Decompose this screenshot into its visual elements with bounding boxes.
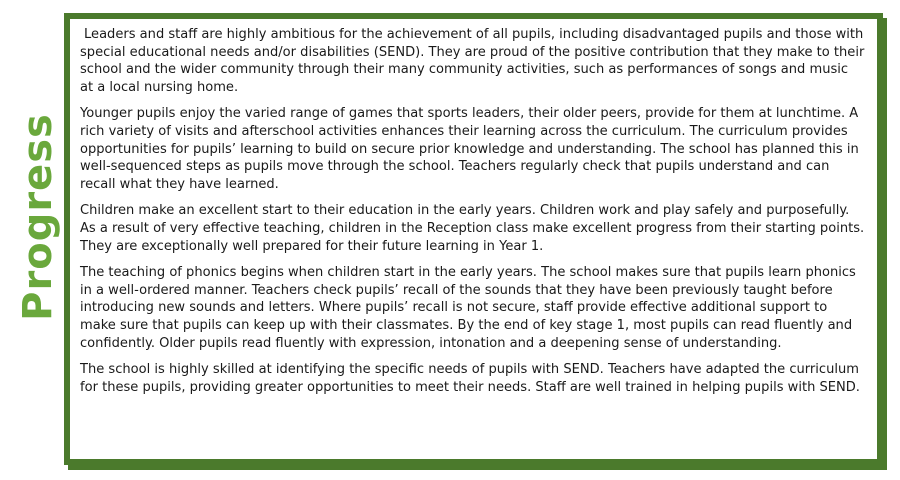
paragraph-curriculum: Younger pupils enjoy the varied range of games that sports leaders, their older peers, provide for them at lunchtime. A rich variety of visits and afterschool activities enhances their learning across the curriculum. The curriculum provides opportunities for pupils’ learning to build on secure prior knowledge and understanding. The school has planned this in well-sequenced steps as pupils move through the school. Teachers regularly check that pupils understand and can recall what they have learned. xyxy=(80,106,859,192)
paragraph-send: The school is highly skilled at identifying the specific needs of pupils with SEND. Teachers have adapted the curriculum for these pupils, providing greater opportunities to meet their needs. Staff are well trained in helping pupils with SEND. xyxy=(80,362,860,395)
paragraph-phonics: The teaching of phonics begins when children start in the early years. The school makes sure that pupils learn phonics in a well-ordered manner. Teachers check pupils’ recall of the sounds that they have been previously taught before introducing new sounds and letters. Where pupils’ recall is not secure, staff provide effective additional support to make sure that pupils can keep up with their classmates. By the end of key stage 1, most pupils can read fluently and confidently. Older pupils read fluently with expression, intonation and a deepening sense of understanding. xyxy=(80,265,856,351)
paragraph-early-years: Children make an excellent start to their education in the early years. Children work and play safely and purposefully. As a result of very effective teaching, children in the Reception class make excellent progress from their starting points. They are exceptionally well prepared for their future learning in Year 1. xyxy=(80,203,865,254)
paragraph-ambition: Leaders and staff are highly ambitious for the achievement of all pupils, including disadvantaged pupils and those with special educational needs and/or disabilities (SEND). They are proud of the positive contribution that they make to their school and the wider community through their many community activities, such as performances of songs and music at a local nursing home. xyxy=(80,27,865,95)
report-text xyxy=(80,26,865,405)
section-title: Progress xyxy=(15,113,61,321)
